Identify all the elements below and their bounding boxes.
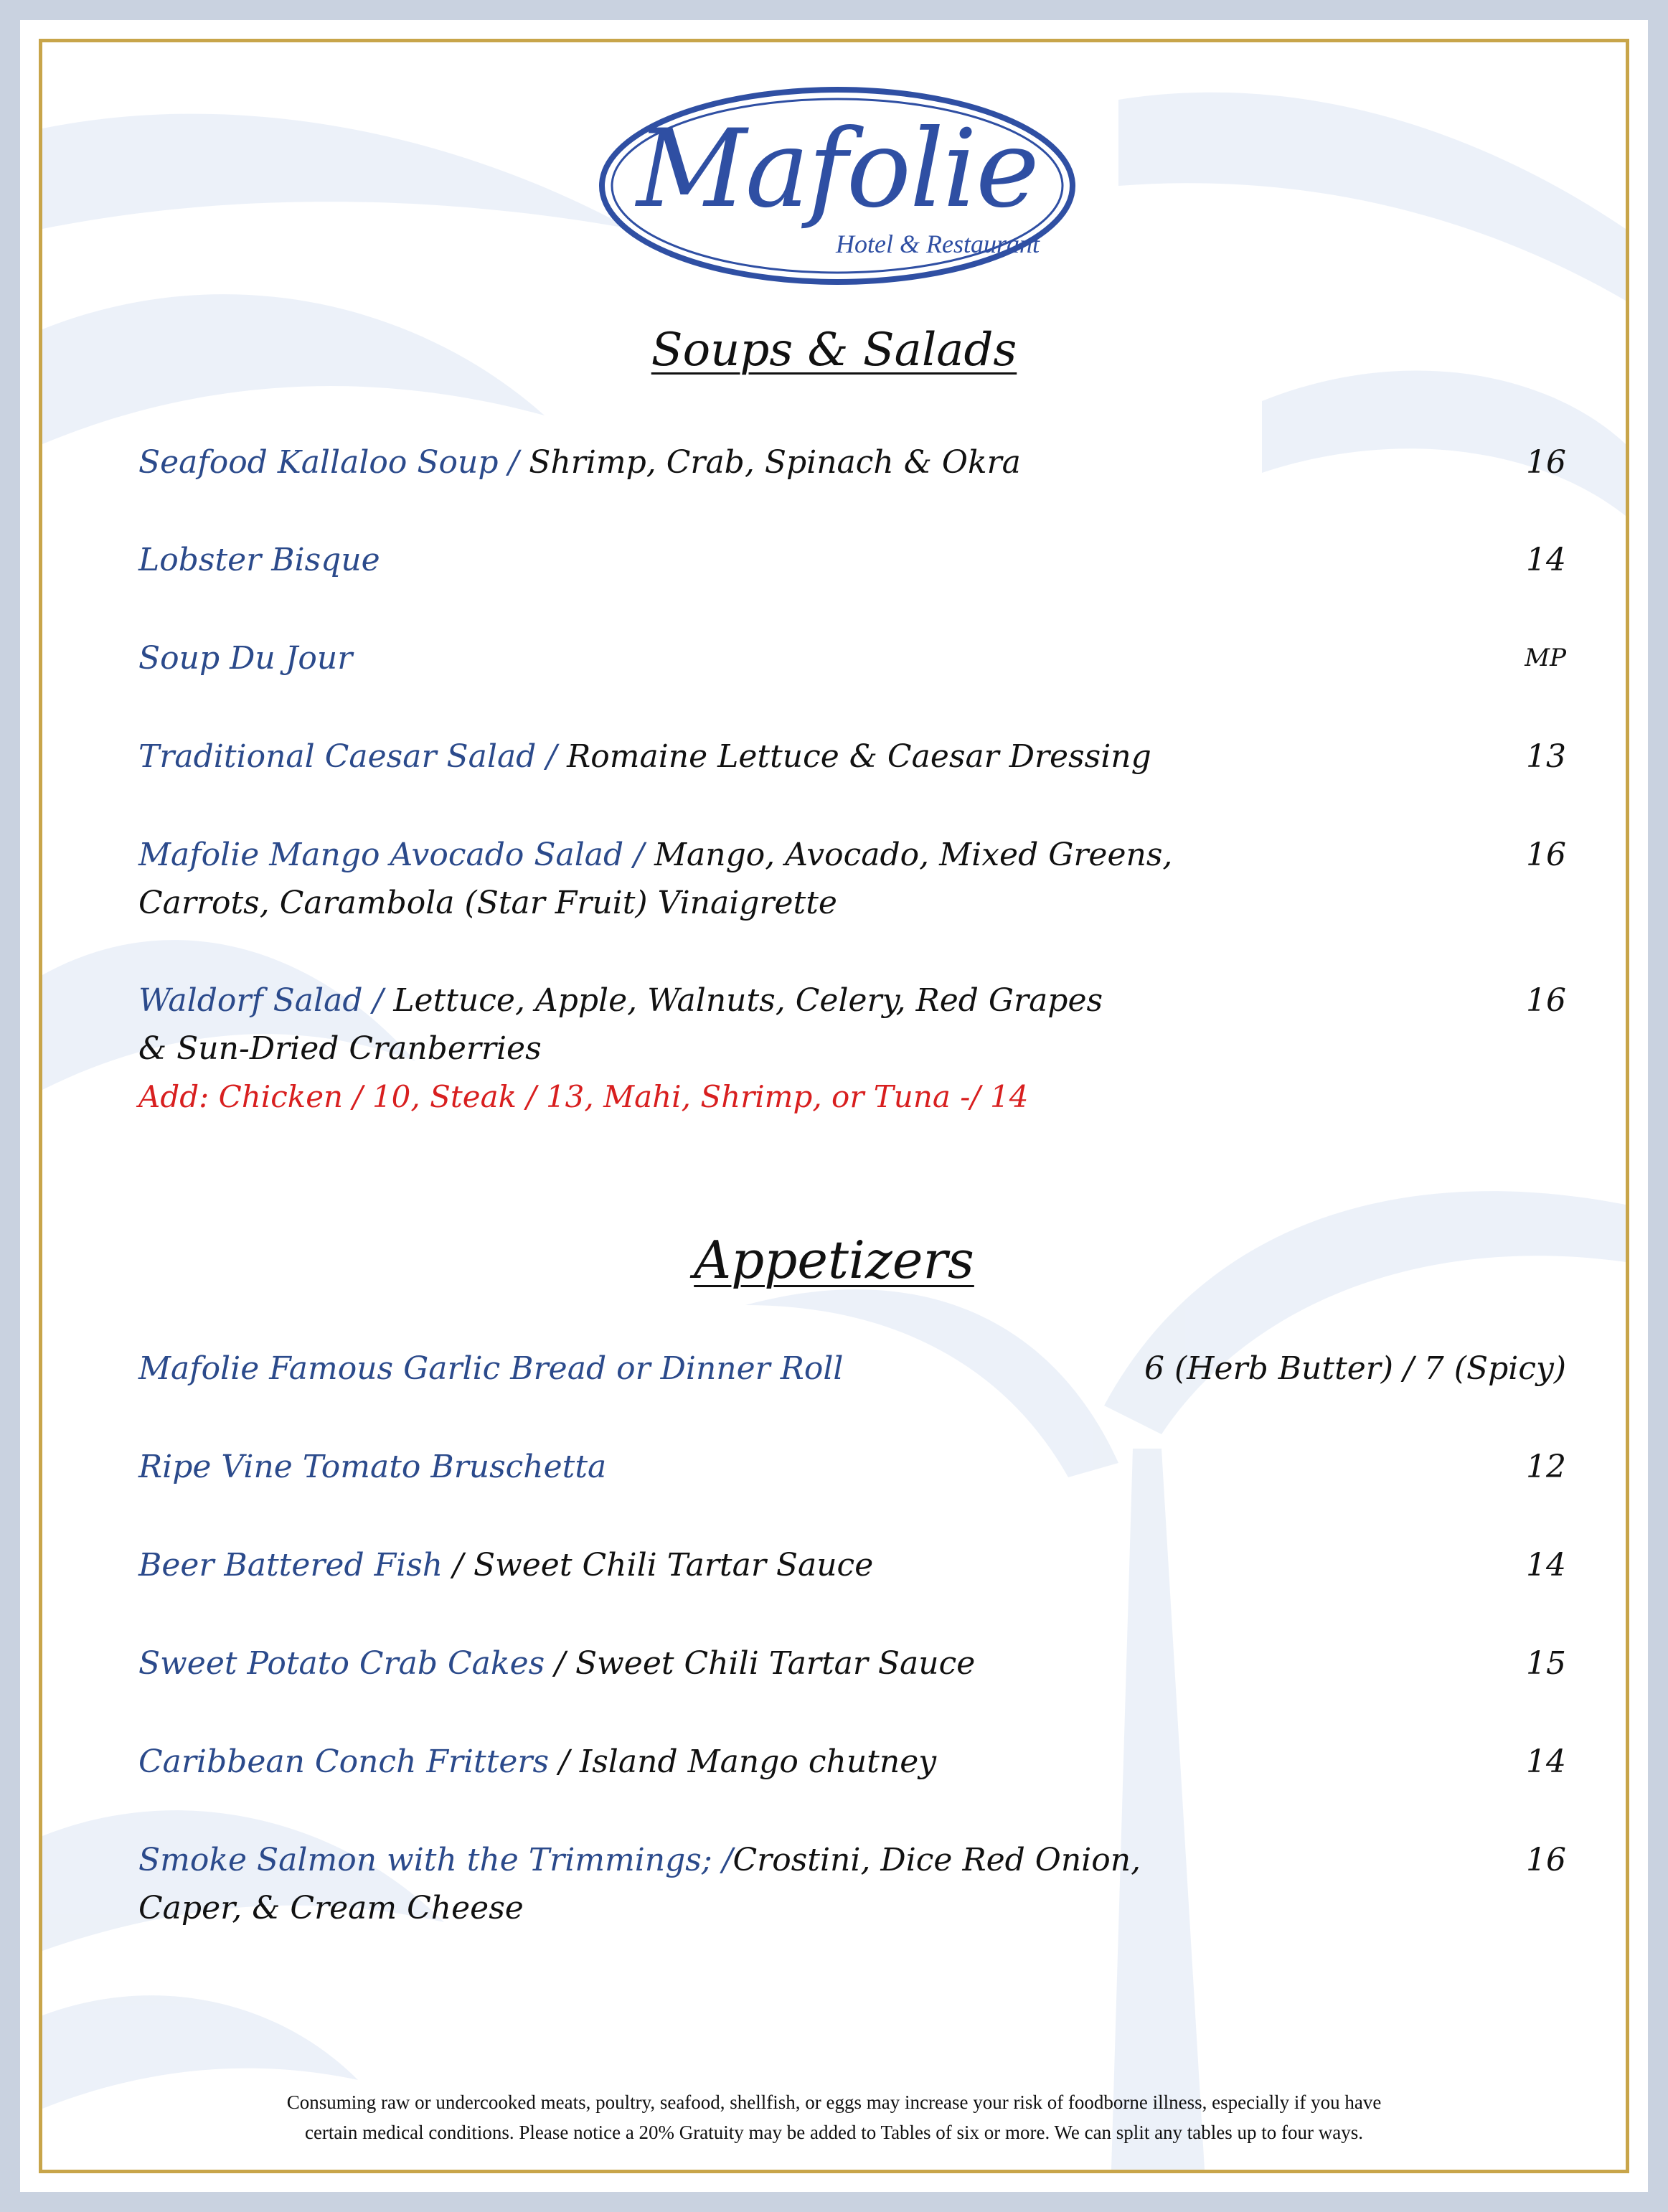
item-name: Mafolie Mango Avocado Salad /	[138, 837, 645, 873]
item-name: Waldorf Salad /	[138, 982, 384, 1019]
section-title-appetizers: Appetizers	[694, 1230, 974, 1290]
menu-item	[138, 1443, 1566, 1491]
item-price: 16	[1526, 837, 1566, 873]
menu-item	[138, 1639, 1566, 1688]
menu-item	[138, 1541, 1566, 1589]
item-description: / Sweet Chili Tartar Sauce	[443, 1547, 874, 1583]
item-price: 14	[1526, 1743, 1566, 1780]
item-name: Sweet Potato Crab Cakes	[138, 1645, 545, 1682]
menu-page	[20, 20, 1648, 2192]
item-price: 16	[1526, 982, 1566, 1019]
menu-item	[138, 536, 1566, 584]
mafolie-logo	[593, 78, 1081, 293]
item-name: Beer Battered Fish	[138, 1547, 443, 1583]
disclaimer-line2: certain medical conditions. Please notice a 20% Gratuity may be added to Tables of six or more. We can split any tables up to four ways.	[304, 2122, 1364, 2143]
item-price: 14	[1526, 1547, 1566, 1583]
logo-wordmark: Mafolie	[636, 107, 1038, 232]
item-description: / Sweet Chili Tartar Sauce	[545, 1645, 976, 1682]
gold-border-frame	[39, 39, 1629, 2173]
disclaimer	[42, 2087, 1626, 2147]
item-description: Lettuce, Apple, Walnuts, Celery, Red Grapes	[383, 982, 1103, 1019]
item-name: Traditional Caesar Salad /	[138, 738, 557, 775]
item-name: Lobster Bisque	[138, 542, 380, 578]
item-description-line2: & Sun-Dried Cranberries	[138, 1030, 542, 1067]
item-name: Soup Du Jour	[138, 640, 353, 677]
item-price: 16	[1526, 1842, 1566, 1878]
item-price: 14	[1526, 542, 1566, 578]
item-name: Caribbean Conch Fritters	[138, 1743, 550, 1780]
item-price: 12	[1526, 1449, 1566, 1485]
item-description: Crostini, Dice Red Onion,	[732, 1842, 1141, 1878]
menu-item	[138, 733, 1566, 781]
menu-item	[138, 438, 1566, 486]
item-price: 16	[1526, 444, 1566, 481]
item-description: Mango, Avocado, Mixed Greens,	[644, 837, 1173, 873]
item-name: Ripe Vine Tomato Bruschetta	[138, 1449, 607, 1485]
item-price: MP	[1525, 644, 1566, 672]
menu-item	[138, 976, 1566, 1121]
section-title-soups-salads: Soups & Salads	[651, 324, 1017, 377]
menu-item	[138, 1836, 1566, 1932]
disclaimer-line1: Consuming raw or undercooked meats, poultry, seafood, shellfish, or eggs may increase your risk of foodborne illness, especially if you have	[286, 2091, 1382, 2113]
item-addon-options: Add: Chicken / 10, Steak / 13, Mahi, Shrimp, or Tuna -/ 14	[138, 1079, 1029, 1114]
logo-subtitle: Hotel & Restaurant	[836, 230, 1040, 258]
item-description: Shrimp, Crab, Spinach & Okra	[519, 444, 1021, 481]
item-name: Seafood Kallaloo Soup /	[138, 444, 519, 481]
menu-item	[138, 831, 1566, 927]
item-name: Mafolie Famous Garlic Bread or Dinner Roll	[138, 1350, 844, 1387]
item-price: 15	[1526, 1645, 1566, 1682]
item-price: 13	[1526, 738, 1566, 775]
item-description: / Island Mango chutney	[549, 1743, 937, 1780]
item-name: Smoke Salmon with the Trimmings; /	[138, 1842, 733, 1878]
menu-item	[138, 634, 1566, 682]
menu-item	[138, 1345, 1566, 1393]
item-description-line2: Caper, & Cream Cheese	[138, 1890, 524, 1926]
item-price: 6 (Herb Butter) / 7 (Spicy)	[1144, 1350, 1566, 1387]
item-description-line2: Carrots, Carambola (Star Fruit) Vinaigrette	[138, 885, 837, 921]
menu-item	[138, 1738, 1566, 1786]
item-description: Romaine Lettuce & Caesar Dressing	[557, 738, 1151, 775]
